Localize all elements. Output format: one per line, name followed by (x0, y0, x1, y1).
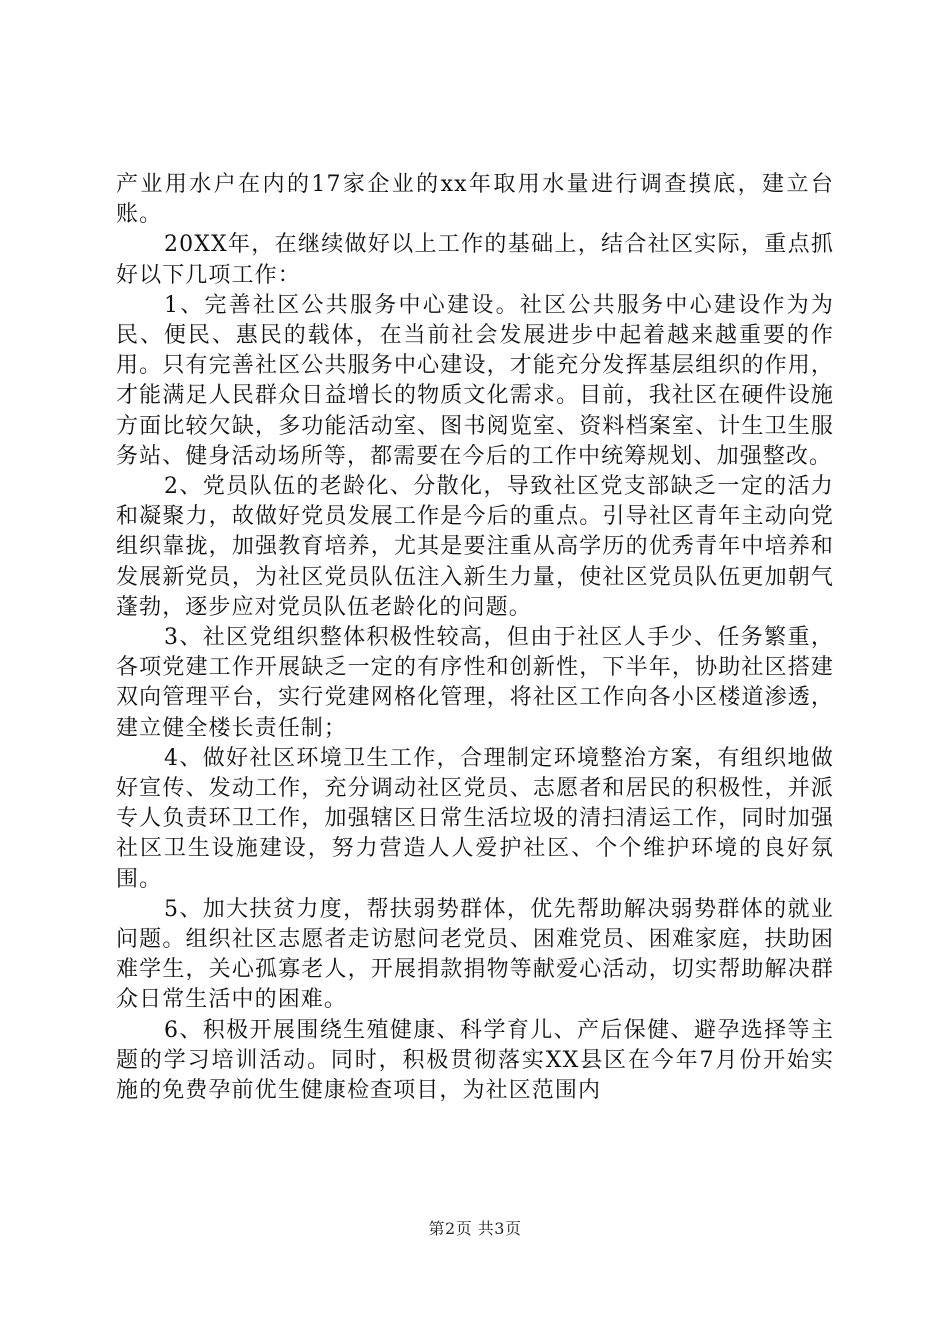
document-body (116, 170, 834, 1106)
paragraph-3: 1、完善社区公共服务中心建设。社区公共服务中心建设作为为民、便民、惠民的载体，在当前社会发展进步中起着越来越重要的作用。只有完善社区公共服务中心建设，才能充分发挥基层组织的作用，才能满足人民群众日益增长的物质文化需求。目前，我社区在硬件设施方面比较欠缺，多功能活动室、图书阅览室、资料档案室、计生卫生服务站、健身活动场所等，都需要在今后的工作中统筹规划、加强整改。 (116, 292, 834, 469)
paragraph-6: 4、做好社区环境卫生工作，合理制定环境整治方案，有组织地做好宣传、发动工作，充分调动社区党员、志愿者和居民的积极性，并派专人负责环卫工作，加强辖区日常生活垃圾的清扫清运工作，同时加强社区卫生设施建设，努力营造人人爱护社区、个个维护环境的良好氛围。 (116, 745, 834, 892)
paragraph-1: 产业用水户在内的17家企业的xx年取用水量进行调查摸底，建立台账。 (116, 172, 834, 228)
paragraph-2: 20XX年，在继续做好以上工作的基础上，结合社区实际，重点抓好以下几项工作： (116, 232, 834, 288)
paragraph-7: 5、加大扶贫力度，帮扶弱势群体，优先帮助解决弱势群体的就业问题。组织社区志愿者走访慰问老党员、困难党员、困难家庭，扶助困难学生，关心孤寡老人，开展捐款捐物等献爱心活动，切实帮助解决群众日常生活中的困难。 (116, 896, 834, 1013)
page-number-footer: 第2页 共3页 (428, 1219, 522, 1238)
paragraph-8: 6、积极开展围绕生殖健康、科学育儿、产后保健、避孕选择等主题的学习培训活动。同时，积极贯彻落实XX县区在今年7月份开始实施的免费孕前优生健康检查项目，为社区范围内 (116, 1017, 834, 1104)
paragraph-5: 3、社区党组织整体积极性较高，但由于社区人手少、任务繁重，各项党建工作开展缺乏一定的有序性和创新性，下半年，协助社区搭建双向管理平台，实行党建网格化管理，将社区工作向各小区楼道渗透，建立健全楼长责任制； (116, 625, 834, 741)
paragraph-4: 2、党员队伍的老龄化、分散化，导致社区党支部缺乏一定的活力和凝聚力，故做好党员发展工作是今后的重点。引导社区青年主动向党组织靠拢，加强教育培养，尤其是要注重从高学历的优秀青年中培养和发展新党员，为社区党员队伍注入新生力量，使社区党员队伍更加朝气蓬勃，逐步应对党员队伍老龄化的问题。 (116, 474, 834, 620)
